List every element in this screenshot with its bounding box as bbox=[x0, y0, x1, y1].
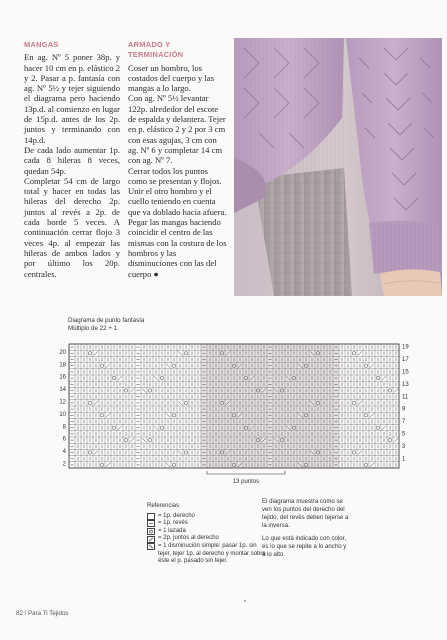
symbol-reves-icon bbox=[147, 520, 155, 527]
note-paragraph: El diagrama muestra como se ven los puntos del derecho del tejido, del revés deben tejerse a la inversa. bbox=[262, 498, 349, 529]
bracket-label: 13 puntos bbox=[232, 479, 260, 485]
row-label-left: 18 bbox=[59, 362, 66, 369]
legend-item-text: = 1 disminución simple: pasar 1p. sin tejer, tejer 1p. al derecho y montar sobre éste el p. pasado sin tejer. bbox=[158, 542, 266, 565]
armado-title: ARMADO Y TERMINACIÓN bbox=[128, 40, 184, 60]
page-footer: 82 / Para Ti Tejidos bbox=[16, 610, 69, 617]
legend-item-text: = 1 lazada bbox=[158, 527, 186, 534]
row-label-right: 5 bbox=[402, 431, 406, 438]
row-label-right: 1 bbox=[402, 456, 406, 463]
sweater-sleeve-photo bbox=[234, 38, 442, 296]
legend-title: Referencias bbox=[147, 503, 180, 509]
row-label-left: 14 bbox=[59, 387, 66, 394]
legend-item bbox=[147, 528, 267, 536]
armado-paragraph: Cerrar todos los puntos como se presentan y flojos. Unir el otro hombro y el cuello teniendo en cuenta que va doblado hacia afuera. bbox=[128, 165, 227, 217]
mangas-paragraph: En ag. Nº 5 poner 38p. y hacer 10 cm en p. elástico 2 y 2. Pasar a p. fantasía con ag. Nº 5½ y tejer siguiendo el diagrama pero haciendo 13p.d. al comienzo en lugar de 15p.d. antes de los 2p. juntos y terminando con 14p.d. bbox=[24, 52, 120, 145]
row-label-left: 12 bbox=[59, 399, 66, 406]
row-label-left: 16 bbox=[59, 374, 66, 381]
row-label-left: 2 bbox=[62, 461, 66, 468]
symbol-disminucion-icon bbox=[147, 543, 155, 550]
repeat-bracket bbox=[207, 471, 285, 474]
row-label-right: 11 bbox=[402, 394, 409, 401]
row-label-right: 9 bbox=[402, 406, 406, 413]
diagram-subtitle: Múltiplo de 22 + 1 bbox=[68, 324, 118, 332]
legend-item-text: = 2p. juntos al derecho bbox=[158, 535, 219, 542]
mangas-paragraph: De cada lado aumentar 1p. cada 8 hileras 8 veces, quedan 54p. bbox=[24, 144, 120, 176]
row-label-left: 4 bbox=[62, 449, 66, 456]
symbol-lazada-icon bbox=[147, 528, 155, 535]
legend-item bbox=[147, 513, 267, 521]
diagram-note bbox=[262, 498, 350, 564]
legend-item bbox=[147, 543, 267, 566]
legend bbox=[147, 503, 267, 566]
armado-paragraph: Con ag. Nº 5½ levantar 122p. alrededor del escote de espalda y delantera. Tejer en p. elástico 2 y 2 por 3 cm con esas agujas, 3 cm con ag. Nº 6 y completar 14 cm con ag. Nº 7. bbox=[128, 93, 226, 166]
knitting-diagram bbox=[56, 316, 408, 496]
legend-item bbox=[147, 520, 267, 528]
row-label-right: 3 bbox=[402, 443, 406, 450]
symbol-derecho-icon bbox=[147, 513, 155, 520]
armado-paragraph: Pegar las mangas haciendo coincidir el centro de las mismas con la costura de los hombros y las disminuciones con las del cuerpo ● bbox=[128, 217, 227, 279]
legend-item bbox=[147, 535, 267, 543]
row-label-right: 7 bbox=[402, 419, 406, 426]
legend-item-text: = 1p. derecho bbox=[158, 512, 195, 519]
row-label-right: 13 bbox=[402, 381, 409, 388]
row-label-right: 19 bbox=[402, 344, 409, 351]
mangas-section bbox=[24, 40, 120, 279]
row-label-right: 17 bbox=[402, 357, 409, 364]
row-label-left: 6 bbox=[62, 436, 66, 443]
mangas-title: MANGAS bbox=[24, 40, 59, 49]
armado-paragraph: Coser un hombro, los costados del cuerpo y las mangas a lo largo. bbox=[128, 62, 214, 94]
symbol-dos-juntos-icon bbox=[147, 536, 155, 543]
armado-section bbox=[128, 40, 228, 279]
row-label-left: 8 bbox=[62, 424, 66, 431]
note-paragraph: Lo que está indicado con color, es lo que se repite a lo ancho y a lo alto. bbox=[262, 535, 347, 558]
diagram-title: Diagrama de punto fantasía bbox=[68, 317, 145, 324]
row-label-right: 15 bbox=[402, 369, 409, 376]
page-dot bbox=[244, 600, 246, 602]
row-label-left: 20 bbox=[59, 349, 66, 356]
grid-lines bbox=[69, 344, 399, 468]
mangas-paragraph: Completar 54 cm de largo total y hacer en todas las hileras del derecho 2p. juntos al revés a 2p. de cada borde 5 veces. A continuación cerrar flojo 3 veces 4p. al empezar las hileras de ambos lados y por último los 20p. centrales. bbox=[24, 175, 120, 279]
legend-item-text: = 1p. revés bbox=[158, 520, 188, 527]
row-label-left: 10 bbox=[59, 411, 66, 418]
